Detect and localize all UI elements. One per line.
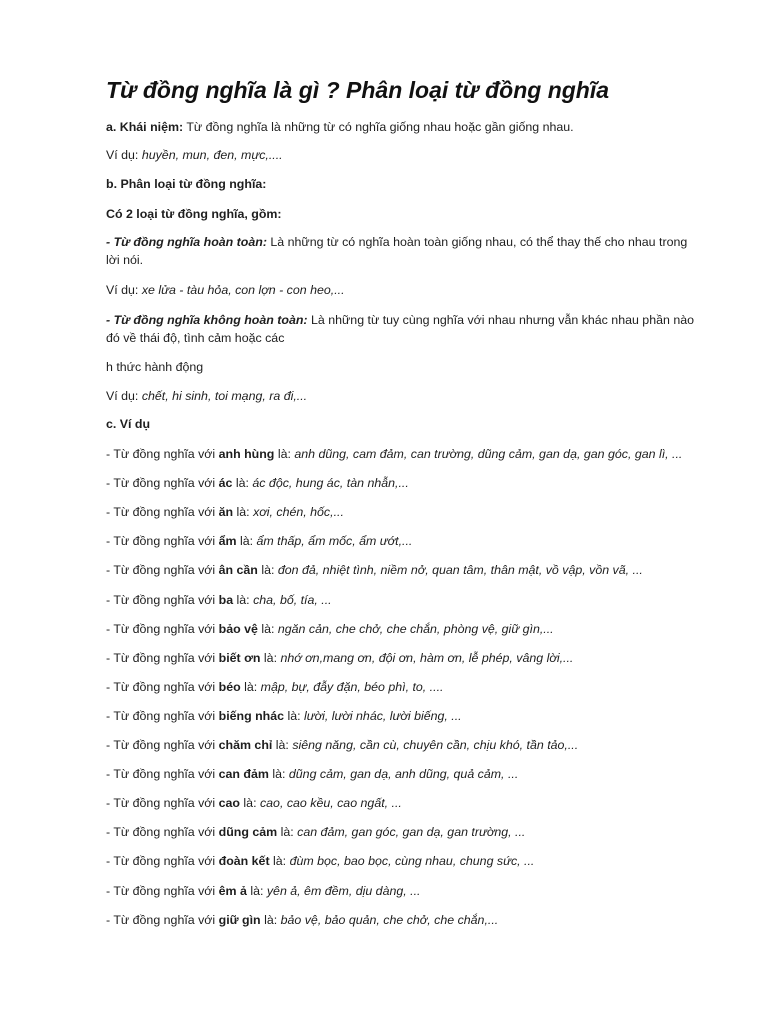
synonym-examples: anh dũng, cam đảm, can trường, dũng cảm, gan dạ, gan góc, gan lì, ... bbox=[294, 447, 683, 461]
example-line-3 bbox=[106, 387, 307, 406]
synonym-line bbox=[106, 707, 462, 726]
synonym-line bbox=[106, 882, 420, 901]
synonym-line bbox=[106, 736, 578, 755]
synonym-prefix: - Từ đồng nghĩa với bbox=[106, 447, 219, 461]
synonym-line bbox=[106, 591, 332, 610]
example-prefix: Ví dụ: bbox=[106, 283, 142, 297]
synonym-line bbox=[106, 852, 534, 871]
synonym-word: anh hùng bbox=[218, 447, 275, 461]
synonym-word: ác bbox=[218, 476, 233, 491]
synonym-joiner: là: bbox=[236, 534, 257, 549]
example-prefix: Ví dụ: bbox=[106, 148, 142, 162]
synonym-word: chăm chỉ bbox=[218, 738, 273, 752]
synonym-line bbox=[106, 649, 573, 668]
synonym-word: biết ơn bbox=[218, 650, 261, 665]
synonym-examples: ngăn cản, che chở, che chắn, phòng vệ, giữ gìn,... bbox=[277, 621, 554, 636]
synonym-prefix: - Từ đồng nghĩa với bbox=[106, 592, 219, 607]
synonym-word: êm ả bbox=[218, 883, 247, 898]
synonym-prefix: - Từ đồng nghĩa với bbox=[106, 912, 219, 927]
synonym-prefix: - Từ đồng nghĩa với bbox=[106, 650, 219, 665]
example-text: chết, hi sinh, toi mạng, ra đi,... bbox=[141, 389, 308, 403]
synonym-prefix: - Từ đồng nghĩa với bbox=[106, 621, 219, 636]
complete-synonym-paragraph bbox=[106, 233, 687, 252]
synonym-joiner: là: bbox=[284, 708, 305, 723]
synonym-prefix: - Từ đồng nghĩa với bbox=[106, 883, 219, 898]
synonym-joiner: là: bbox=[257, 563, 278, 578]
synonym-line bbox=[106, 445, 682, 464]
synonym-word: giữ gìn bbox=[218, 912, 261, 927]
synonym-joiner: là: bbox=[274, 447, 295, 461]
section-b-heading: b. Phân loại từ đồng nghĩa: bbox=[106, 177, 267, 191]
synonym-line bbox=[106, 823, 525, 842]
synonym-examples: ẩm thấp, ẩm mốc, ẩm ướt,... bbox=[256, 534, 413, 549]
types-intro: Có 2 loại từ đồng nghĩa, gồm: bbox=[106, 207, 282, 221]
synonym-line bbox=[106, 794, 402, 813]
synonym-word: đoàn kết bbox=[218, 854, 270, 869]
synonym-examples: ác độc, hung ác, tàn nhẫn,... bbox=[252, 476, 409, 491]
synonym-joiner: là: bbox=[232, 476, 253, 491]
example-line-2 bbox=[106, 281, 345, 300]
synonym-line bbox=[106, 503, 344, 522]
synonym-examples: cha, bố, tía, ... bbox=[253, 592, 332, 607]
incomplete-synonym-paragraph bbox=[106, 311, 694, 330]
synonym-examples: dũng cảm, gan dạ, anh dũng, quả cảm, ... bbox=[288, 767, 519, 782]
synonym-joiner: là: bbox=[260, 912, 281, 927]
synonym-prefix: - Từ đồng nghĩa với bbox=[106, 854, 219, 869]
synonym-word: bảo vệ bbox=[218, 621, 258, 636]
example-line-1 bbox=[106, 146, 283, 165]
synonym-examples: đùm bọc, bao bọc, cùng nhau, chung sức, ... bbox=[289, 854, 535, 869]
synonym-prefix: - Từ đồng nghĩa với bbox=[106, 679, 219, 694]
concept-paragraph bbox=[106, 118, 574, 137]
synonym-line bbox=[106, 620, 554, 639]
synonym-prefix: - Từ đồng nghĩa với bbox=[106, 476, 219, 491]
synonym-word: ba bbox=[218, 592, 234, 607]
synonym-joiner: là: bbox=[233, 592, 254, 607]
synonym-joiner: là: bbox=[240, 679, 261, 694]
synonym-word: ẩm bbox=[218, 534, 237, 549]
synonym-prefix: - Từ đồng nghĩa với bbox=[106, 825, 219, 840]
synonym-joiner: là: bbox=[257, 621, 278, 636]
synonym-prefix: - Từ đồng nghĩa với bbox=[106, 796, 219, 811]
synonym-examples: can đảm, gan góc, gan dạ, gan trường, ... bbox=[297, 825, 526, 840]
synonym-examples: nhớ ơn,mang ơn, đội ơn, hàm ơn, lễ phép, vâng lời,... bbox=[280, 650, 574, 665]
synonym-joiner: là: bbox=[239, 796, 260, 811]
concept-text: Từ đồng nghĩa là những từ có nghĩa giống nhau hoặc gần giống nhau. bbox=[183, 120, 574, 134]
synonym-line bbox=[106, 765, 518, 784]
synonym-line bbox=[106, 532, 412, 551]
synonym-joiner: là: bbox=[260, 650, 281, 665]
synonym-prefix: - Từ đồng nghĩa với bbox=[106, 534, 219, 549]
synonym-joiner: là: bbox=[233, 505, 254, 520]
synonym-prefix: - Từ đồng nghĩa với bbox=[106, 738, 219, 752]
synonym-prefix: - Từ đồng nghĩa với bbox=[106, 708, 219, 723]
synonym-examples: mập, bự, đẫy đặn, béo phì, to, .... bbox=[260, 679, 444, 694]
synonym-prefix: - Từ đồng nghĩa với bbox=[106, 505, 219, 520]
synonym-joiner: là: bbox=[246, 883, 267, 898]
complete-synonym-text-cont: lời nói. bbox=[106, 253, 144, 267]
synonym-examples: yên ả, êm đềm, dịu dàng, ... bbox=[266, 883, 421, 898]
example-text: huyền, mun, đen, mực,.... bbox=[141, 148, 283, 162]
synonym-word: can đảm bbox=[218, 767, 269, 782]
synonym-word: ân cần bbox=[218, 563, 258, 578]
page-title: Từ đồng nghĩa là gì ? Phân loại từ đồng nghĩa bbox=[106, 77, 610, 103]
synonym-line bbox=[106, 911, 498, 930]
example-text: xe lửa - tàu hỏa, con lợn - con heo,... bbox=[141, 283, 345, 297]
complete-synonym-text: Là những từ có nghĩa hoàn toàn giống nhau, có thể thay thế cho nhau trong bbox=[266, 235, 688, 249]
synonym-line bbox=[106, 678, 443, 697]
synonym-prefix: - Từ đồng nghĩa với bbox=[106, 767, 219, 782]
synonym-joiner: là: bbox=[272, 738, 293, 752]
synonym-word: cao bbox=[218, 796, 240, 811]
synonym-examples: bảo vệ, bảo quản, che chở, che chắn,... bbox=[280, 912, 499, 927]
synonym-examples: siêng năng, cần cù, chuyên cần, chịu khó, tần tảo,... bbox=[292, 738, 579, 752]
synonym-examples: đon đả, nhiệt tình, niềm nở, quan tâm, thân mật, vồ vập, vồn vã, ... bbox=[277, 563, 643, 578]
synonym-joiner: là: bbox=[277, 825, 298, 840]
section-c-heading: c. Ví dụ bbox=[106, 417, 151, 431]
synonym-line bbox=[106, 561, 643, 580]
synonym-word: ăn bbox=[218, 505, 234, 520]
example-prefix: Ví dụ: bbox=[106, 389, 142, 403]
synonym-prefix: - Từ đồng nghĩa với bbox=[106, 563, 219, 578]
incomplete-synonym-text: Là những từ tuy cùng nghĩa với nhau nhưng vẫn khác nhau phần nào bbox=[307, 313, 694, 327]
synonym-joiner: là: bbox=[268, 767, 289, 782]
synonym-examples: cao, cao kều, cao ngất, ... bbox=[259, 796, 402, 811]
synonym-line bbox=[106, 474, 409, 493]
incomplete-synonym-text-cont-2: h thức hành động bbox=[106, 360, 204, 374]
synonym-word: biếng nhác bbox=[218, 708, 285, 723]
synonym-word: béo bbox=[218, 679, 241, 694]
synonym-word: dũng cảm bbox=[218, 825, 278, 840]
complete-synonym-label: - Từ đồng nghĩa hoàn toàn: bbox=[106, 235, 267, 249]
concept-label: a. Khái niệm: bbox=[106, 120, 184, 134]
synonym-examples: xơi, chén, hốc,... bbox=[253, 505, 344, 520]
synonym-joiner: là: bbox=[269, 854, 290, 869]
synonym-examples: lười, lười nhác, lười biếng, ... bbox=[304, 708, 462, 723]
incomplete-synonym-text-cont: đó về thái độ, tình cảm hoặc các bbox=[106, 331, 285, 345]
incomplete-synonym-label: - Từ đồng nghĩa không hoàn toàn: bbox=[106, 313, 308, 327]
